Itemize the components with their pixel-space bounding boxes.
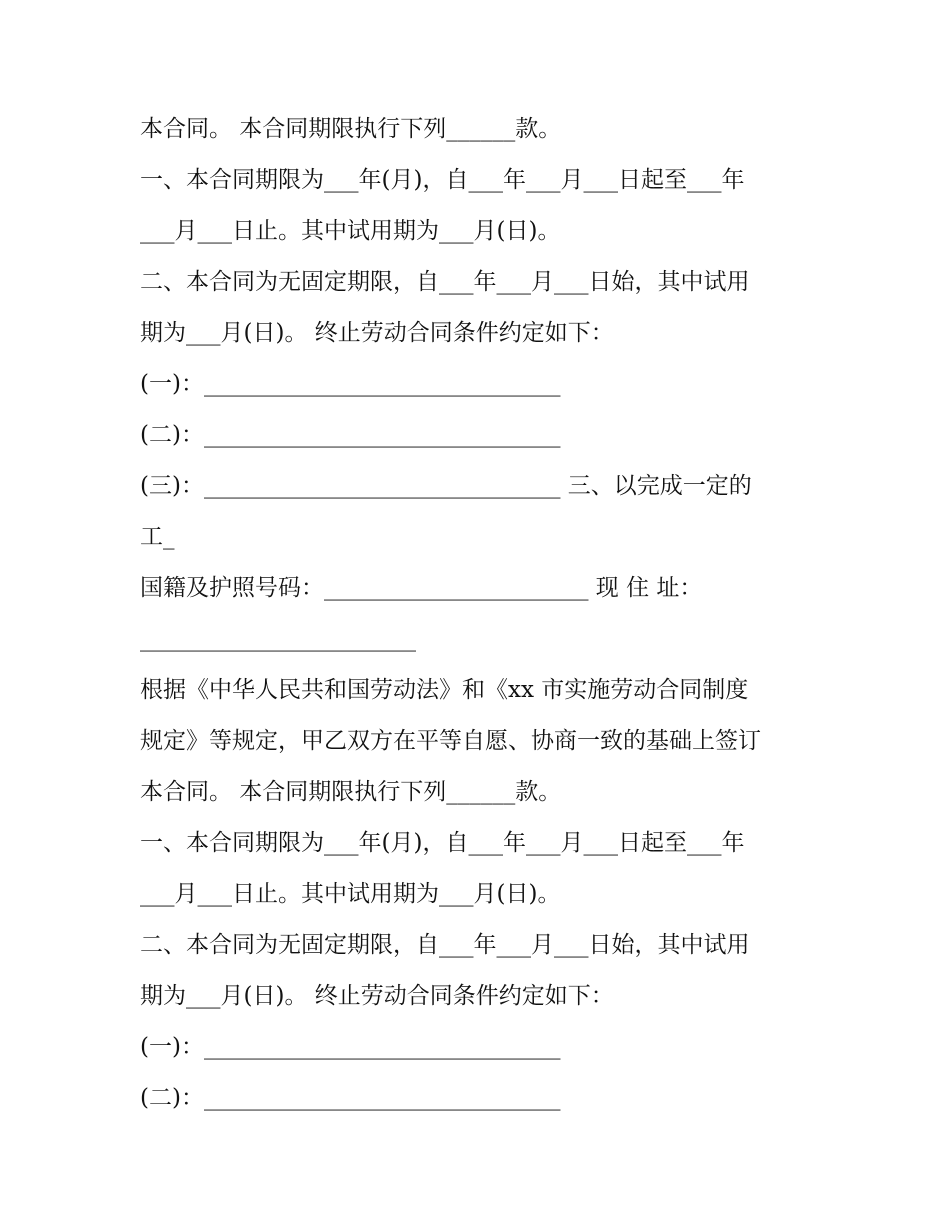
text-line-13: 规定》等规定，甲乙双方在平等自愿、协商一致的基础上签订 bbox=[140, 728, 761, 754]
text-line-2: 一、本合同期限为___年(月)，自___年___月___日起至___年 bbox=[140, 167, 745, 193]
text-line-1: 本合同。 本合同期限执行下列______款。 bbox=[140, 116, 562, 142]
text-line-12: 根据《中华人民共和国劳动法》和《xx 市实施劳动合同制度 bbox=[140, 677, 749, 703]
text-line-15: 一、本合同期限为___年(月)，自___年___月___日起至___年 bbox=[140, 830, 745, 856]
text-line-16: ___月___日止。其中试用期为___月(日)。 bbox=[140, 881, 561, 907]
text-line-3: ___月___日止。其中试用期为___月(日)。 bbox=[140, 218, 561, 244]
text-line-4: 二、本合同为无固定期限，自___年___月___日始，其中试用 bbox=[140, 269, 750, 295]
text-line-17: 二、本合同为无固定期限，自___年___月___日始，其中试用 bbox=[140, 932, 750, 958]
text-line-14: 本合同。 本合同期限执行下列______款。 bbox=[140, 779, 562, 805]
text-line-6: (一)：_______________________________ bbox=[140, 371, 561, 397]
text-line-9: 工_ bbox=[140, 524, 175, 550]
text-line-18: 期为___月(日)。 终止劳动合同条件约定如下： bbox=[140, 983, 614, 1009]
contract-text bbox=[140, 104, 840, 1124]
text-line-11: ________________________ bbox=[140, 626, 416, 652]
text-line-7: (二)：_______________________________ bbox=[140, 422, 561, 448]
text-line-5: 期为___月(日)。 终止劳动合同条件约定如下： bbox=[140, 320, 614, 346]
text-line-10: 国籍及护照号码：_______________________ 现 住 址： bbox=[140, 575, 703, 601]
text-line-19: (一)：_______________________________ bbox=[140, 1034, 561, 1060]
text-line-20: (二)：_______________________________ bbox=[140, 1085, 561, 1111]
text-line-8: (三)：_______________________________ 三、以完成一定的 bbox=[140, 473, 752, 499]
